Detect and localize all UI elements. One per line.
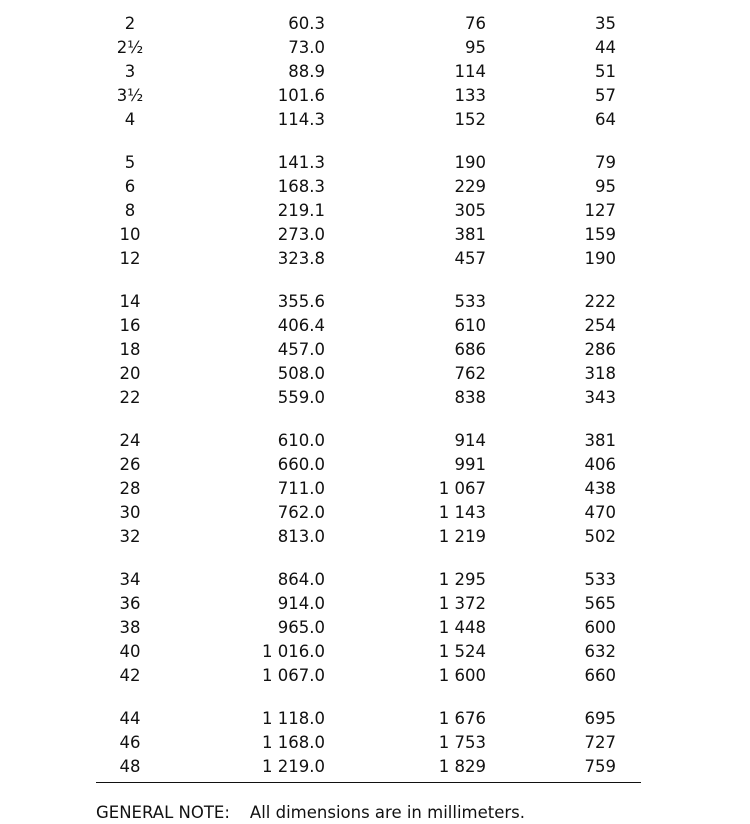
dimension-a-cell: 76	[465, 14, 486, 33]
row-group	[0, 429, 750, 549]
dimension-a-cell: 305	[454, 201, 486, 220]
outside-diameter-cell: 1 067.0	[262, 666, 325, 685]
outside-diameter-cell: 273.0	[277, 225, 325, 244]
dimension-b-cell: 632	[584, 642, 616, 661]
dimension-a-cell: 190	[454, 153, 486, 172]
table-row	[0, 616, 750, 640]
general-note-text: All dimensions are in millimeters.	[249, 803, 526, 822]
table-row	[0, 568, 750, 592]
dimension-a-cell: 381	[454, 225, 486, 244]
dimension-a-cell: 1 524	[438, 642, 486, 661]
table-row	[0, 731, 750, 755]
table-row	[0, 453, 750, 477]
dimension-a-cell: 1 753	[438, 733, 486, 752]
dimension-a-cell: 610	[454, 316, 486, 335]
dimension-b-cell: 533	[584, 570, 616, 589]
table-row	[0, 223, 750, 247]
nominal-size-cell: 30	[119, 503, 141, 522]
table-bottom-rule	[96, 782, 641, 783]
outside-diameter-cell: 813.0	[277, 527, 325, 546]
dimension-b-cell: 343	[584, 388, 616, 407]
dimension-a-cell: 1 372	[438, 594, 486, 613]
nominal-size-cell: 44	[119, 709, 141, 728]
outside-diameter-cell: 60.3	[288, 14, 325, 33]
outside-diameter-cell: 1 016.0	[262, 642, 325, 661]
dimension-a-cell: 1 067	[438, 479, 486, 498]
dimension-b-cell: 318	[584, 364, 616, 383]
dimension-b-cell: 727	[584, 733, 616, 752]
outside-diameter-cell: 711.0	[277, 479, 325, 498]
dimension-b-cell: 254	[584, 316, 616, 335]
dimension-b-cell: 159	[584, 225, 616, 244]
nominal-size-cell: 34	[119, 570, 141, 589]
outside-diameter-cell: 965.0	[277, 618, 325, 637]
nominal-size-cell: 3	[124, 62, 136, 81]
outside-diameter-cell: 457.0	[277, 340, 325, 359]
row-group	[0, 568, 750, 688]
nominal-size-cell: 2½	[116, 38, 144, 57]
table-row	[0, 290, 750, 314]
dimension-a-cell: 991	[454, 455, 486, 474]
outside-diameter-cell: 1 168.0	[262, 733, 325, 752]
dimension-a-cell: 1 600	[438, 666, 486, 685]
dimension-b-cell: 51	[595, 62, 616, 81]
table-row	[0, 664, 750, 688]
table-row	[0, 84, 750, 108]
dimension-b-cell: 44	[595, 38, 616, 57]
outside-diameter-cell: 914.0	[277, 594, 325, 613]
dimension-a-cell: 114	[454, 62, 486, 81]
dimension-b-cell: 600	[584, 618, 616, 637]
dimension-b-cell: 381	[584, 431, 616, 450]
dimension-b-cell: 438	[584, 479, 616, 498]
nominal-size-cell: 24	[119, 431, 141, 450]
general-note-label: GENERAL NOTE:	[96, 803, 230, 822]
nominal-size-cell: 20	[119, 364, 141, 383]
outside-diameter-cell: 508.0	[277, 364, 325, 383]
outside-diameter-cell: 610.0	[277, 431, 325, 450]
nominal-size-cell: 40	[119, 642, 141, 661]
dimension-a-cell: 533	[454, 292, 486, 311]
outside-diameter-cell: 101.6	[277, 86, 325, 105]
nominal-size-cell: 42	[119, 666, 141, 685]
dimension-b-cell: 759	[584, 757, 616, 776]
dimension-a-cell: 1 448	[438, 618, 486, 637]
row-group	[0, 707, 750, 779]
table-row	[0, 429, 750, 453]
table-row	[0, 755, 750, 779]
nominal-size-cell: 32	[119, 527, 141, 546]
outside-diameter-cell: 355.6	[277, 292, 325, 311]
table-row	[0, 640, 750, 664]
dimension-b-cell: 79	[595, 153, 616, 172]
nominal-size-cell: 18	[119, 340, 141, 359]
table-row	[0, 525, 750, 549]
dimension-a-cell: 1 676	[438, 709, 486, 728]
row-group	[0, 151, 750, 271]
dimension-a-cell: 152	[454, 110, 486, 129]
table-row	[0, 175, 750, 199]
outside-diameter-cell: 323.8	[277, 249, 325, 268]
table-row	[0, 247, 750, 271]
nominal-size-cell: 3½	[116, 86, 144, 105]
dimension-b-cell: 95	[595, 177, 616, 196]
nominal-size-cell: 12	[119, 249, 141, 268]
dimension-a-cell: 1 143	[438, 503, 486, 522]
nominal-size-cell: 4	[124, 110, 136, 129]
dimension-a-cell: 457	[454, 249, 486, 268]
nominal-size-cell: 10	[119, 225, 141, 244]
row-group	[0, 290, 750, 410]
outside-diameter-cell: 168.3	[277, 177, 325, 196]
dimension-b-cell: 406	[584, 455, 616, 474]
dimension-a-cell: 95	[465, 38, 486, 57]
general-note	[96, 802, 525, 824]
table-row	[0, 199, 750, 223]
table-row	[0, 314, 750, 338]
outside-diameter-cell: 1 118.0	[262, 709, 325, 728]
dimension-a-cell: 1 219	[438, 527, 486, 546]
dimension-a-cell: 838	[454, 388, 486, 407]
nominal-size-cell: 26	[119, 455, 141, 474]
row-group	[0, 12, 750, 132]
outside-diameter-cell: 406.4	[277, 316, 325, 335]
dimension-b-cell: 695	[584, 709, 616, 728]
dimension-b-cell: 127	[584, 201, 616, 220]
dimension-a-cell: 133	[454, 86, 486, 105]
nominal-size-cell: 36	[119, 594, 141, 613]
table-row	[0, 12, 750, 36]
dimension-b-cell: 502	[584, 527, 616, 546]
nominal-size-cell: 6	[124, 177, 136, 196]
table-row	[0, 36, 750, 60]
outside-diameter-cell: 88.9	[288, 62, 325, 81]
table-row	[0, 60, 750, 84]
dimension-a-cell: 914	[454, 431, 486, 450]
outside-diameter-cell: 114.3	[277, 110, 325, 129]
outside-diameter-cell: 762.0	[277, 503, 325, 522]
dimension-b-cell: 64	[595, 110, 616, 129]
nominal-size-cell: 14	[119, 292, 141, 311]
dimension-a-cell: 1 829	[438, 757, 486, 776]
dimension-b-cell: 222	[584, 292, 616, 311]
dimension-b-cell: 190	[584, 249, 616, 268]
dimension-b-cell: 470	[584, 503, 616, 522]
outside-diameter-cell: 141.3	[277, 153, 325, 172]
table-row	[0, 108, 750, 132]
nominal-size-cell: 48	[119, 757, 141, 776]
nominal-size-cell: 28	[119, 479, 141, 498]
nominal-size-cell: 16	[119, 316, 141, 335]
dimension-table	[0, 12, 750, 779]
dimension-a-cell: 686	[454, 340, 486, 359]
outside-diameter-cell: 864.0	[277, 570, 325, 589]
nominal-size-cell: 2	[124, 14, 136, 33]
outside-diameter-cell: 73.0	[288, 38, 325, 57]
table-row	[0, 151, 750, 175]
dimension-a-cell: 229	[454, 177, 486, 196]
table-row	[0, 592, 750, 616]
dimension-a-cell: 762	[454, 364, 486, 383]
dimension-b-cell: 660	[584, 666, 616, 685]
dimension-b-cell: 35	[595, 14, 616, 33]
nominal-size-cell: 5	[124, 153, 136, 172]
table-row	[0, 477, 750, 501]
outside-diameter-cell: 219.1	[277, 201, 325, 220]
outside-diameter-cell: 1 219.0	[262, 757, 325, 776]
table-row	[0, 386, 750, 410]
dimension-a-cell: 1 295	[438, 570, 486, 589]
table-row	[0, 707, 750, 731]
dimension-b-cell: 286	[584, 340, 616, 359]
table-row	[0, 501, 750, 525]
outside-diameter-cell: 559.0	[277, 388, 325, 407]
nominal-size-cell: 38	[119, 618, 141, 637]
table-row	[0, 338, 750, 362]
nominal-size-cell: 8	[124, 201, 136, 220]
nominal-size-cell: 22	[119, 388, 141, 407]
dimension-b-cell: 57	[595, 86, 616, 105]
table-row	[0, 362, 750, 386]
nominal-size-cell: 46	[119, 733, 141, 752]
dimension-b-cell: 565	[584, 594, 616, 613]
outside-diameter-cell: 660.0	[277, 455, 325, 474]
